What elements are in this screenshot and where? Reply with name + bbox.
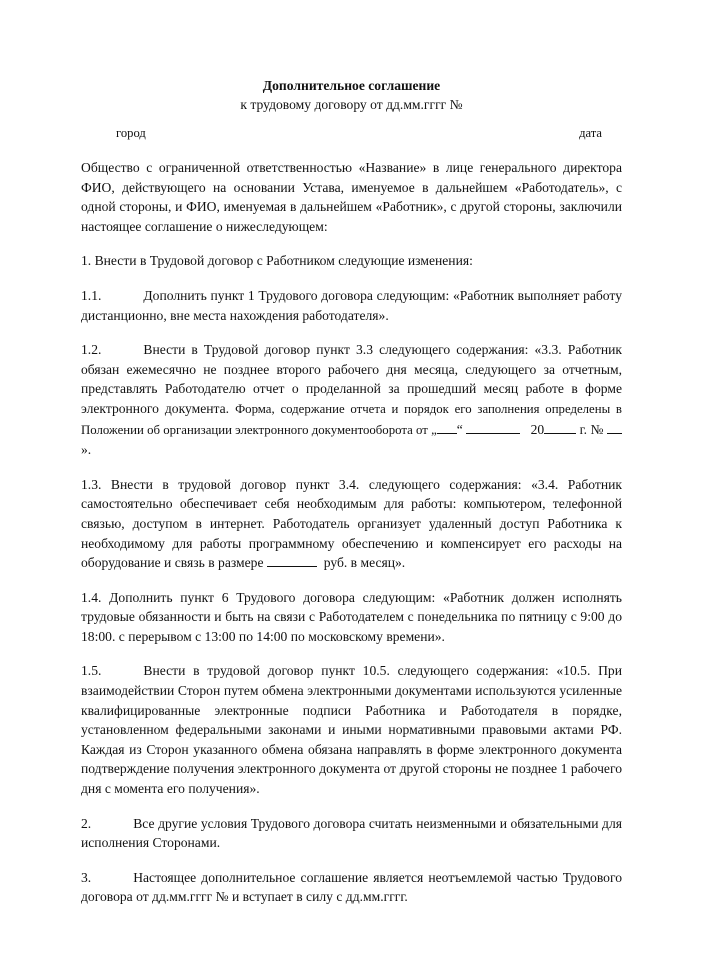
preamble-paragraph: Общество с ограниченной ответственностью «Название» в лице генерального директора ФИО, действующего на основании Устава, именуемое в дальнейшем «Работодатель», с одной стороны, и ФИО, именуемая в дальнейшем «Работник», с другой стороны, заключили настоящее соглашение о нижеследующем: (81, 160, 622, 234)
item-1-5-text: Внести в трудовой договор пункт 10.5. следующего содержания: «10.5. При взаимодействии Сторон путем обмена электронными документами используются усиленные квалифицированные электронные подписи Работника и Работодателя в порядке, установленном федеральными законами и иными нормативными правовыми актами РФ. Каждая из Сторон указанного обмена обязана направлять в форме электронного документа подтверждение получения электронного документа от другой стороны не позднее 1 рабочего дня с момента его получения». (81, 663, 622, 797)
item-1-2-text-a: Внести в Трудовой договор пункт 3.3 следующего содержания: «3.3. Работник обязан ежемесячно не позднее второго рабочего дня месяца, следующего за отчетным, представлять Работодателю отчет о проделанной за прошедший месяц работе в форме электронного документа. (81, 342, 622, 416)
document-title: Дополнительное соглашение (262, 78, 441, 93)
item-2-paragraph (81, 814, 622, 853)
item-1-1-paragraph (81, 286, 622, 325)
item-1-2-end: ». (81, 442, 92, 458)
item-1-paragraph: 1. Внести в Трудовой договор с Работником следующие изменения: (81, 253, 473, 269)
item-1-1-number: 1.1. (81, 287, 102, 303)
year-suffix: г. № (579, 421, 604, 437)
number-blank (607, 420, 622, 434)
year-prefix: 20 (530, 421, 545, 437)
item-3-number: 3. (81, 869, 92, 885)
item-3-text: Настоящее дополнительное соглашение является неотъемлемой частью Трудового договора от дд.мм.гггг № и вступает в силу с дд.мм.гггг. (81, 869, 622, 905)
item-1-2-paragraph (81, 340, 622, 460)
item-2-text: Все другие условия Трудового договора считать неизменными и обязательными для исполнения Сторонами. (81, 815, 622, 851)
item-1-1-text: Дополнить пункт 1 Трудового договора следующим: «Работник выполняет работу дистанционно, вне места нахождения работодателя». (81, 287, 622, 323)
item-1-5-paragraph (81, 661, 622, 798)
year-blank (544, 420, 576, 434)
item-1-5-number: 1.5. (81, 663, 102, 679)
day-blank (437, 420, 457, 434)
item-1-4-paragraph: 1.4. Дополнить пункт 6 Трудового договора следующим: «Работник должен исполнять трудовые обязанности и быть на связи с Работодателем с понедельника по пятницу с 9:00 до 18:00. с перерывом с 13:00 по 14:00 по московскому времени». (81, 589, 622, 644)
amount-blank (267, 553, 317, 567)
quote-close: “ (456, 421, 463, 437)
item-1-2-text-b: Форма, содержание отчета и порядок его заполнения определены в Положении об организации электронного документооборота от „ (81, 401, 622, 437)
document-subtitle: к трудовому договору от дд.мм.гггг № (240, 97, 463, 112)
item-1-2-number: 1.2. (81, 342, 102, 358)
item-2-number: 2. (81, 815, 92, 831)
item-3-paragraph (81, 868, 622, 907)
city-label: город (116, 126, 146, 140)
item-1-3-text-b: руб. в месяц». (323, 555, 406, 571)
item-1-3-text-a: 1.3. Внести в трудовой договор пункт 3.4. следующего содержания: «3.4. Работник самостоятельно обеспечивает себя необходимым для работы: компьютером, телефонной связью, доступом в интернет. Работодатель организует удаленный доступ Работника к необходимому для работы программному обеспечению и компенсирует его расходы на оборудование и связь в размере (81, 476, 622, 571)
document-page (81, 76, 622, 922)
item-1-3-paragraph (81, 475, 622, 573)
date-label: дата (579, 126, 602, 140)
month-blank (466, 420, 520, 434)
place-date-row (81, 124, 622, 142)
